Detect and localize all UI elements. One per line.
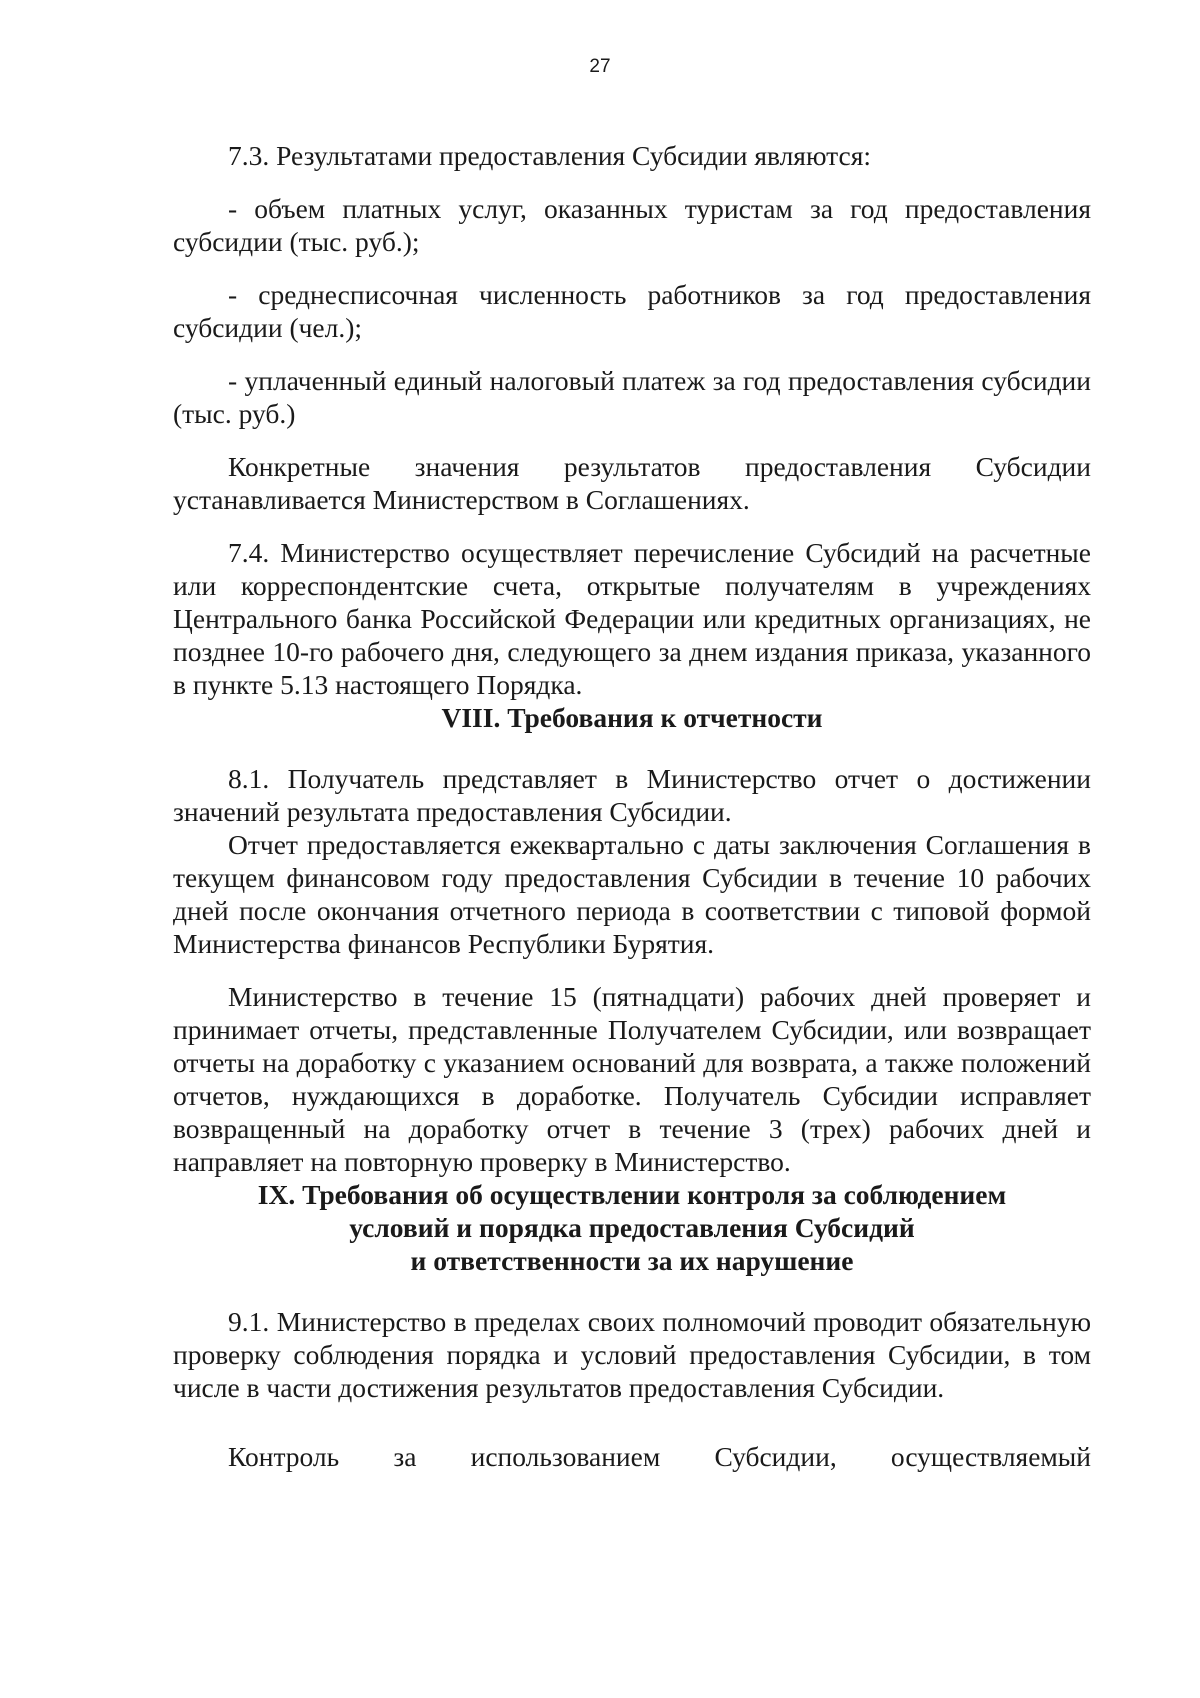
paragraph-8-1: 8.1. Получатель представляет в Министерство отчет о достижении значений результата предоставления Субсидии. [173, 763, 1091, 827]
section-9-heading [173, 1178, 1091, 1277]
section-9-heading-line-2: условий и порядка предоставления Субсидий [349, 1212, 915, 1243]
paragraph-report-check: Министерство в течение 15 (пятнадцати) рабочих дней проверяет и принимает отчеты, представленные Получателем Субсидии, или возвращает отчеты на доработку с указанием оснований для возврата, а также положений отчетов, нуждающихся в доработке. Получатель Субсидии исправляет возвращенный на доработку отчет в течение 3 (трех) рабочих дней и направляет на повторную проверку в Министерство. [173, 981, 1091, 1177]
paragraph-7-4: 7.4. Министерство осуществляет перечисление Субсидий на расчетные или корреспондентские счета, открытые получателям в учреждениях Центрального банка Российской Федерации или кредитных организациях, не позднее 10-го рабочего дня, следующего за днем издания приказа, указанного в пункте 5.13 настоящего Порядка. [173, 537, 1091, 700]
page-number: 27 [589, 56, 611, 77]
document-body [173, 139, 1091, 1473]
section-9-heading-line-1: IX. Требования об осуществлении контроля за соблюдением [257, 1179, 1007, 1210]
paragraph-specific-values: Конкретные значения результатов предоставления Субсидии устанавливается Министерством в Соглашениях. [173, 451, 1091, 515]
section-8-heading: VIII. Требования к отчетности [441, 702, 823, 733]
paragraph-9-1: 9.1. Министерство в пределах своих полномочий проводит обязательную проверку соблюдения порядка и условий предоставления Субсидии, в том числе в части достижения результатов предоставления Субсидии. [173, 1306, 1091, 1403]
paragraph-control: Контроль за использованием Субсидии, осуществляемый [228, 1441, 1091, 1472]
result-item-employees: - среднесписочная численность работников за год предоставления субсидии (чел.); [173, 279, 1091, 343]
paragraph-7-3: 7.3. Результатами предоставления Субсидии являются: [228, 140, 871, 171]
result-item-paid-services: - объем платных услуг, оказанных туристам за год предоставления субсидии (тыс. руб.); [173, 193, 1091, 257]
paragraph-report-frequency: Отчет предоставляется ежеквартально с даты заключения Соглашения в текущем финансовом году предоставления Субсидии в течение 10 рабочих дней после окончания отчетного периода в соответствии с типовой формой Министерства финансов Республики Бурятия. [173, 829, 1091, 959]
section-9-heading-line-3: и ответственности за их нарушение [410, 1245, 854, 1276]
result-item-tax-payment: - уплаченный единый налоговый платеж за год предоставления субсидии (тыс. руб.) [173, 365, 1091, 429]
